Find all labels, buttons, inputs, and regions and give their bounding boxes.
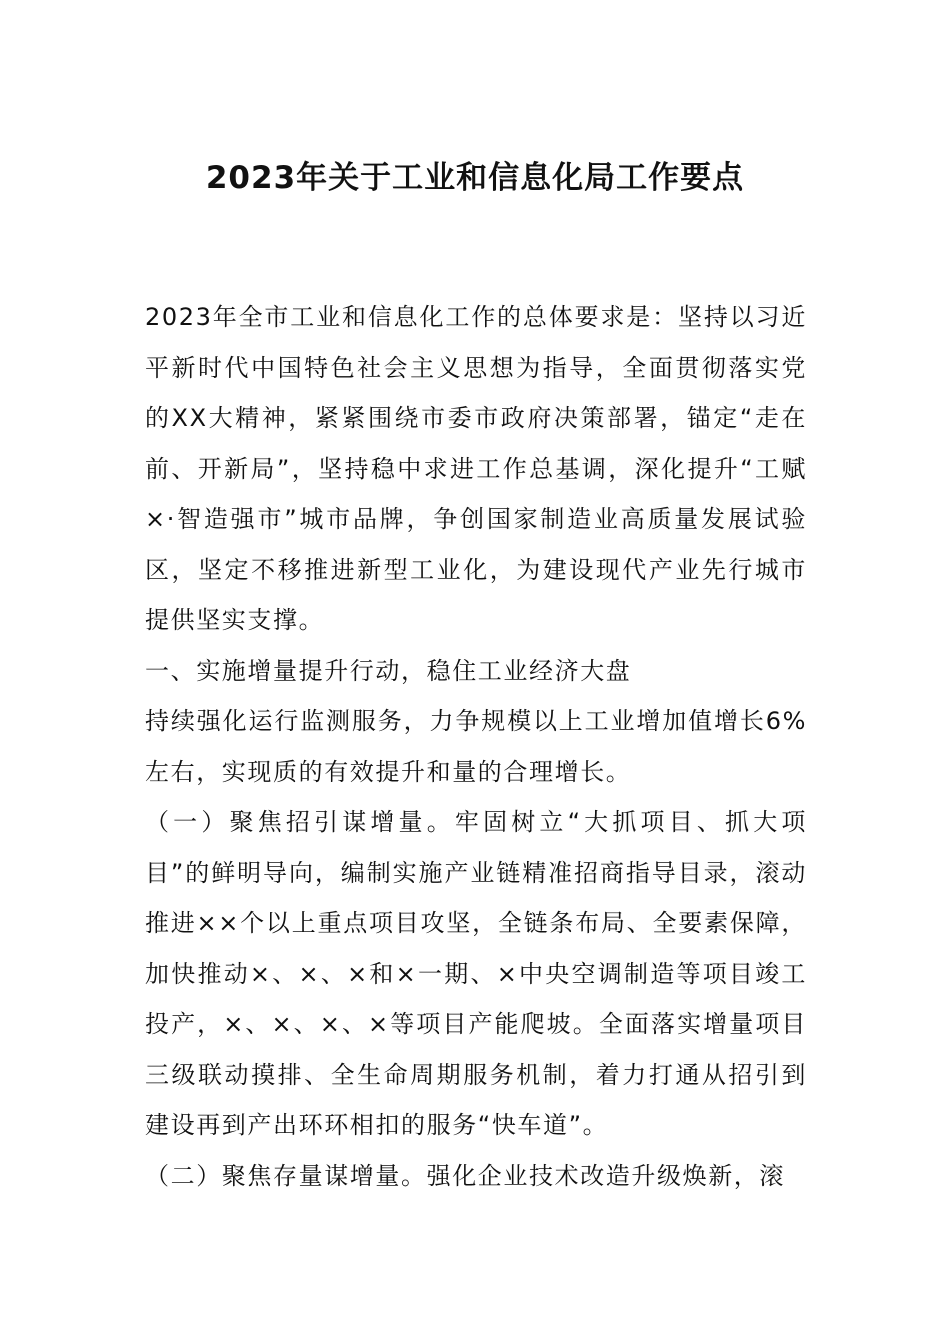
- document-body: [145, 292, 807, 1201]
- paragraph-general-requirements: 2023年全市工业和信息化工作的总体要求是：坚持以习近平新时代中国特色社会主义思想为指导，全面贯彻落实党的XX大精神，紧紧围绕市委市政府决策部署，锚定“走在前、开新局”，坚持稳中求进工作总基调，深化提升“工赋×·智造强市”城市品牌，争创国家制造业高质量发展试验区，坚定不移推进新型工业化，为建设现代产业先行城市提供坚实支撑。: [145, 303, 807, 634]
- paragraph-item-one: （一）聚焦招引谋增量。牢固树立“大抓项目、抓大项目”的鲜明导向，编制实施产业链精准招商指导目录，滚动推进××个以上重点项目攻坚，全链条布局、全要素保障，加快推动×、×、×和×一期、×中央空调制造等项目竣工投产，×、×、×、×等项目产能爬坡。全面落实增量项目三级联动摸排、全生命周期服务机制，着力打通从招引到建设再到产出环环相扣的服务“快车道”。: [145, 808, 807, 1139]
- paragraph-monitoring: 持续强化运行监测服务，力争规模以上工业增加值增长6%左右，实现质的有效提升和量的合理增长。: [145, 707, 807, 786]
- section-heading-one: 一、实施增量提升行动，稳住工业经济大盘: [145, 656, 632, 685]
- paragraph-item-two: （二）聚焦存量谋增量。强化企业技术改造升级焕新，滚: [145, 1161, 785, 1190]
- document-title: 2023年关于工业和信息化局工作要点: [205, 160, 745, 196]
